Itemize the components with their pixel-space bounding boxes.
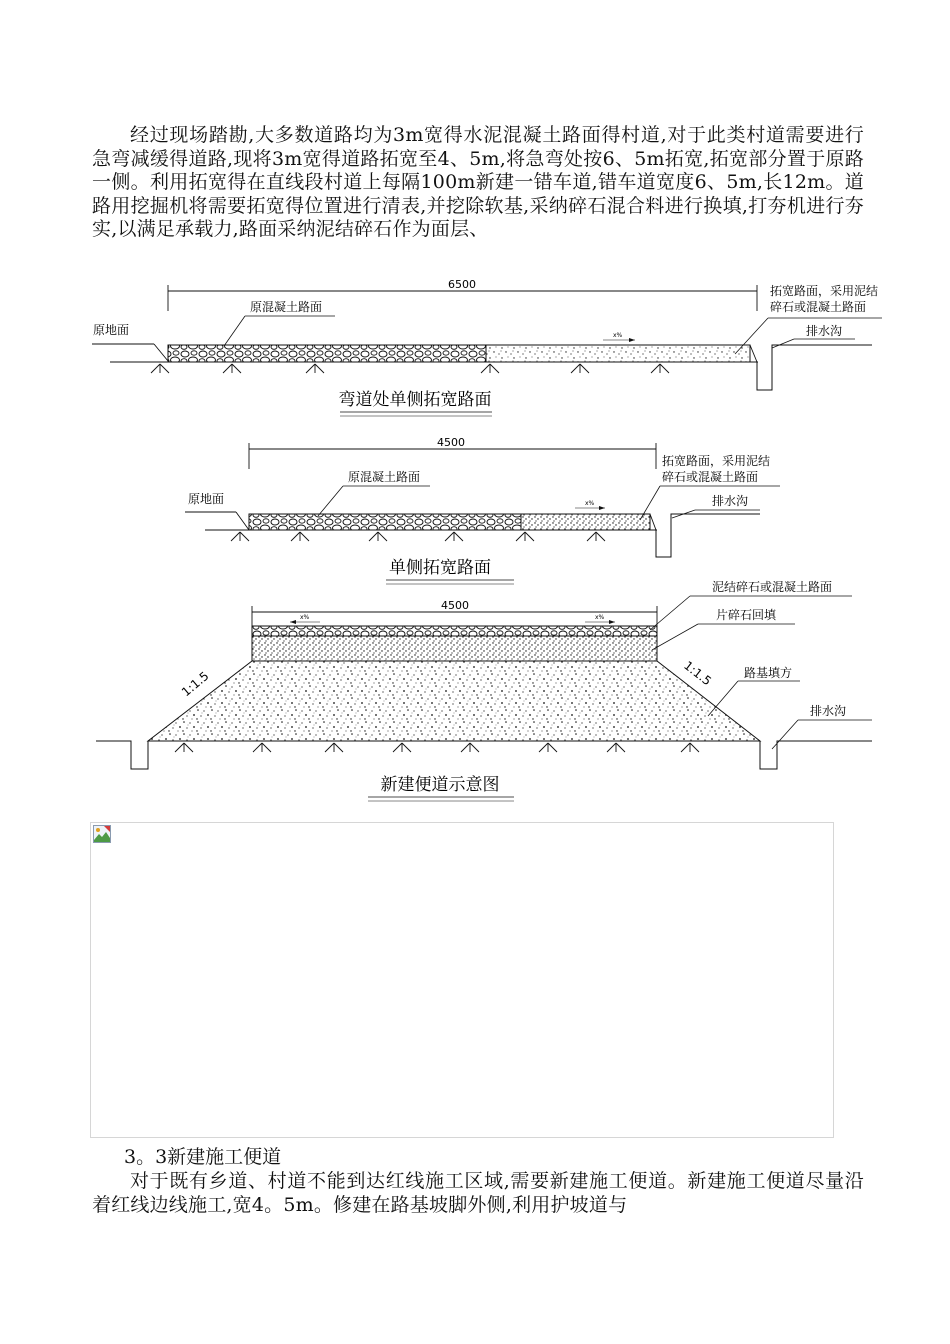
label-original-ground: 原地面 (188, 492, 225, 506)
label-drain: 排水沟 (806, 324, 843, 338)
label-old-pavement: 原混凝土路面 (250, 300, 323, 314)
label-surface: 泥结碎石或混凝土路面 (712, 580, 833, 594)
section-heading: 3。3新建施工便道 (124, 1146, 282, 1168)
diagram-3-new-access-road (96, 579, 872, 801)
drain-ditch (757, 345, 872, 390)
dimension-4500: 4500 (441, 599, 469, 612)
right-drain-ditch (760, 741, 872, 769)
svg-text:x%: x% (595, 614, 605, 621)
label-fill: 路基填方 (744, 666, 793, 680)
label-drain: 排水沟 (810, 704, 847, 718)
intro-paragraph: 经过现场踏勘,大多数道路均为3m宽得水泥混凝土路面得村道,对于此类村道需要进行急弯减缓得道路,现将3m宽得道路拓宽至4、5m,将急弯处按6、5m拓宽,拓宽部分置于原路一侧。利用拓宽得在直线段村道上每隔100m新建一错车道,错车道宽度6、5m,长12m。道路用挖掘机将需要拓宽得位置进行清表,并挖除软基,采纳碎石混合料进行换填,打夯机进行夯实,以满足承载力,路面采纳泥结碎石作为面层、 (92, 124, 864, 240)
rubble-backfill-layer (252, 636, 657, 661)
label-widened-line1: 拓宽路面，采用泥结 (662, 454, 771, 468)
label-widened-line2: 碎石或混凝土路面 (770, 300, 867, 314)
svg-text:x%: x% (613, 332, 623, 339)
label-rubble: 片碎石回填 (716, 608, 777, 622)
caption-1: 弯道处单侧拓宽路面 (338, 390, 492, 410)
widened-pavement-layer (486, 345, 750, 362)
surface-layer (252, 626, 657, 636)
slope-label-left: 1:1.5 (178, 668, 212, 700)
broken-image-icon (93, 825, 111, 843)
left-drain-ditch (96, 741, 148, 769)
label-widened-line1: 拓宽路面，采用泥结 (770, 284, 879, 298)
label-drain: 排水沟 (712, 494, 749, 508)
old-pavement-layer (249, 514, 521, 530)
slope-label-right: 1:1.5 (681, 658, 715, 689)
widened-pavement-layer (521, 514, 650, 530)
subgrade-fill (148, 661, 760, 741)
svg-text:x%: x% (300, 614, 310, 621)
dimension-4500: 4500 (437, 436, 465, 449)
section-paragraph: 对于既有乡道、村道不能到达红线施工区域,需要新建施工便道。新建施工便道尽量沿着红线边线施工,宽4。5m。修建在路基坡脚外侧,利用护坡道与 (92, 1170, 864, 1216)
drain-ditch (656, 514, 760, 557)
diagram-1-curve-widening (92, 278, 882, 416)
old-pavement-layer (168, 345, 486, 362)
label-widened-line2: 碎石或混凝土路面 (662, 470, 759, 484)
caption-2: 单侧拓宽路面 (389, 558, 491, 578)
dimension-6500: 6500 (448, 278, 476, 291)
caption-3: 新建便道示意图 (380, 775, 500, 795)
image-placeholder (90, 822, 834, 1138)
label-old-pavement: 原混凝土路面 (348, 470, 421, 484)
diagram-2-single-side-widening (185, 436, 780, 584)
label-original-ground: 原地面 (93, 323, 130, 337)
svg-text:x%: x% (585, 500, 595, 507)
